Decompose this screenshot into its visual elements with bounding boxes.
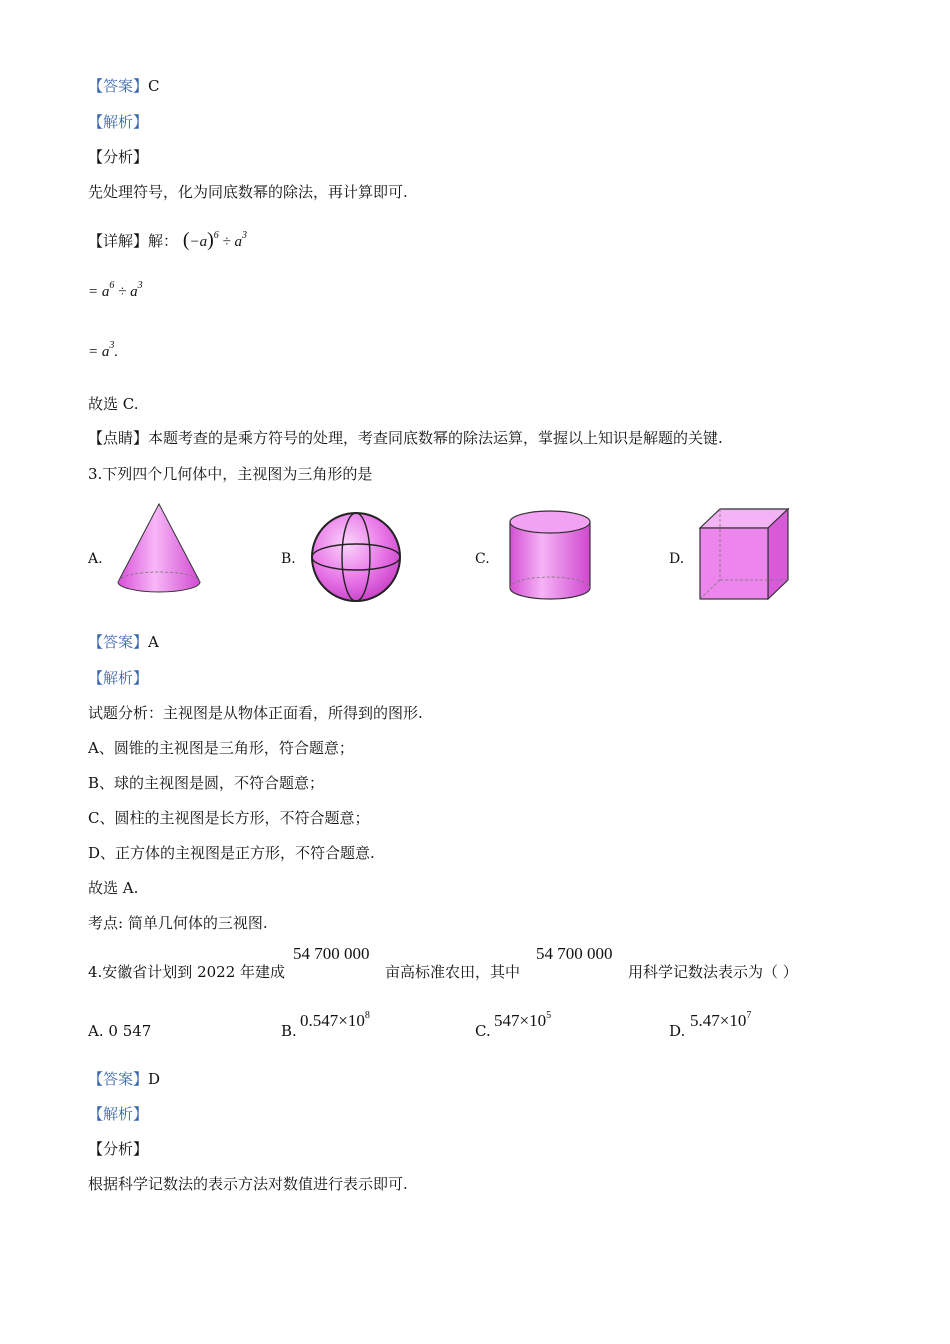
sphere-figure	[308, 510, 404, 604]
q4-option-d-label: D.	[669, 1022, 686, 1040]
q4-option-d-value: $5.47\times 10^7$	[690, 1010, 752, 1030]
answer-tag: 【答案】	[88, 77, 149, 95]
answer-tag: 【答案】	[88, 1070, 149, 1088]
q3-analysis-item: B、球的主视图是圆，不符合题意；	[88, 774, 325, 792]
cone-figure	[112, 500, 206, 596]
q3-analysis-item: D、正方体的主视图是正方形，不符合题意.	[88, 844, 375, 862]
q3-analysis-item: A、圆锥的主视图是三角形，符合题意；	[88, 739, 354, 757]
q3-analysis-intro: 试题分析：主视图是从物体正面看，所得到的图形.	[88, 704, 423, 722]
q3-conclusion: 故选 A.	[88, 879, 139, 897]
step3-expression: = $a^3$.	[88, 340, 119, 360]
q2-fenxi-tag: 【分析】	[88, 148, 149, 166]
step1-expression: $(-a)^6 \div a^3$	[182, 229, 248, 251]
q2-detail-line	[88, 226, 247, 252]
q2-comment-line	[88, 428, 723, 448]
detail-prefix: 解：	[148, 232, 179, 250]
q2-answer-value: C	[148, 77, 160, 95]
q2-answer-line	[88, 76, 160, 96]
q3-option-c-label: C.	[475, 551, 490, 567]
q2-comment-text: 本题考查的是乘方符号的处理，考查同底数幂的除法运算，掌握以上知识是解题的关键.	[148, 429, 723, 447]
q3-answer-line	[88, 632, 159, 652]
q4-answer-value: D	[148, 1070, 161, 1088]
q3-option-d-label: D.	[669, 551, 685, 567]
q4-fenxi-tag: 【分析】	[88, 1140, 149, 1158]
comment-tag: 【点睛】	[88, 429, 149, 447]
q4-analysis-text: 根据科学记数法的表示方法对数值进行表示即可.	[88, 1175, 408, 1193]
q3-kaodian: 考点: 简单几何体的三视图.	[88, 914, 268, 932]
q4-stem-part1: 4.安徽省计划到 2022 年建成	[88, 963, 286, 981]
q2-analysis-text: 先处理符号，化为同底数幂的除法，再计算即可.	[88, 183, 408, 201]
q4-option-b-value: $0.547\times 10^8$	[300, 1010, 370, 1030]
q4-stem-part2: 亩高标准农田，其中	[385, 963, 521, 981]
step2-expression: = $a^6 \div a^3$	[88, 280, 143, 300]
q4-answer-line	[88, 1069, 160, 1089]
q4-number-2: 54 700 000	[536, 944, 613, 963]
cylinder-figure	[505, 508, 595, 604]
q2-conclusion: 故选 C.	[88, 395, 139, 413]
cube-figure	[697, 506, 793, 602]
q4-option-b-label: B.	[281, 1022, 297, 1040]
q3-option-a-label: A.	[88, 551, 103, 567]
q4-option-c-value: $547\times 10^5$	[494, 1010, 552, 1030]
q4-stem-part3: 用科学记数法表示为（ ）	[628, 963, 798, 981]
q4-option-c-label: C.	[475, 1022, 491, 1040]
q4-analysis-tag: 【解析】	[88, 1105, 149, 1123]
q3-option-b-label: B.	[281, 551, 296, 567]
q4-option-a: A. 0 547	[88, 1022, 152, 1040]
q3-analysis-tag: 【解析】	[88, 669, 149, 687]
q3-answer-value: A	[148, 633, 159, 651]
q3-analysis-item: C、圆柱的主视图是长方形，不符合题意；	[88, 809, 370, 827]
q3-stem: 3.下列四个几何体中，主视图为三角形的是	[88, 465, 373, 483]
answer-tag: 【答案】	[88, 633, 149, 651]
detail-tag: 【详解】	[88, 232, 149, 250]
q2-analysis-tag: 【解析】	[88, 113, 149, 131]
q4-number-1: 54 700 000	[293, 944, 370, 963]
